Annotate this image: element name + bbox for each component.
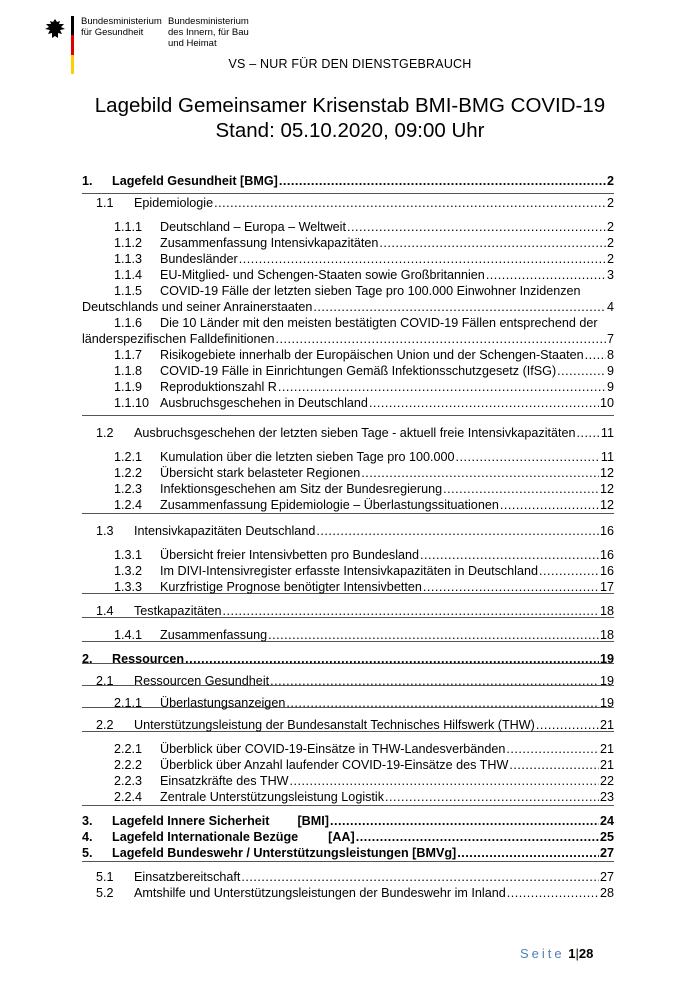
toc-entry[interactable]: [114, 267, 614, 283]
toc-entry[interactable]: [114, 347, 614, 363]
toc-leader: [539, 563, 599, 579]
toc-page: 21: [599, 718, 614, 732]
toc-page: 21: [599, 758, 614, 772]
toc-number: 4.: [82, 830, 93, 844]
toc-number: 5.2: [96, 886, 114, 900]
toc-entry[interactable]: [82, 845, 614, 861]
toc-leader: [241, 869, 599, 885]
toc-title: Bundesländer: [160, 252, 238, 266]
toc-title: Im DIVI-Intensivregister erfasste Intensivkapazitäten in Deutschland: [160, 564, 538, 578]
toc-entry[interactable]: [114, 449, 614, 465]
toc-entry[interactable]: [114, 741, 614, 757]
toc-entry[interactable]: [82, 173, 614, 189]
toc-leader: [536, 717, 599, 733]
toc-entry[interactable]: [96, 195, 614, 211]
toc-leader: [347, 219, 606, 235]
toc-page: 19: [599, 652, 614, 666]
toc-leader: [457, 845, 599, 861]
toc-title: EU-Mitglied- und Schengen-Staaten sowie Großbritannien: [160, 268, 485, 282]
toc-number: 1.4.1: [114, 628, 143, 642]
toc-entry[interactable]: [114, 757, 614, 773]
toc-title: Amtshilfe und Unterstützungsleistungen der Bundeswehr im Inland: [134, 886, 506, 900]
toc-title: Überlastungsanzeigen: [160, 696, 286, 710]
toc-leader: [313, 299, 606, 315]
toc-page: 24: [599, 814, 614, 828]
toc-number: 1.1.5: [114, 284, 143, 298]
toc-number: 1.1.6: [114, 316, 143, 330]
toc-page: 3: [606, 268, 614, 282]
toc-title: Intensivkapazitäten Deutschland: [134, 524, 316, 538]
toc-entry[interactable]: [114, 219, 614, 235]
toc-title: Zusammenfassung Epidemiologie – Überlastungssituationen: [160, 498, 499, 512]
toc-title: Zusammenfassung Intensivkapazitäten: [160, 236, 379, 250]
toc-entry[interactable]: [114, 695, 614, 711]
toc-leader: [356, 829, 599, 845]
toc-leader: [443, 481, 599, 497]
toc-entry[interactable]: [96, 869, 614, 885]
toc-entry[interactable]: [114, 395, 614, 411]
toc-page: 8: [606, 348, 614, 362]
toc-page: 4: [606, 300, 614, 314]
toc-leader: [279, 173, 606, 189]
page-footer: [520, 946, 593, 961]
toc-page: 22: [599, 774, 614, 788]
ministry-health-name: Bundesministerium für Gesundheit: [81, 16, 162, 38]
toc-page: 21: [599, 742, 614, 756]
toc-leader: [486, 267, 606, 283]
toc-page: 10: [599, 396, 614, 410]
toc-page: 16: [599, 524, 614, 538]
toc-title-continued: Deutschlands und seiner Anrainerstaaten: [82, 300, 313, 314]
toc-leader: [456, 449, 600, 465]
toc-number: 1.1.4: [114, 268, 143, 282]
toc-entry[interactable]: [114, 773, 614, 789]
toc-number: 2.1.1: [114, 696, 143, 710]
toc-leader: [500, 497, 599, 513]
toc-entry[interactable]: [114, 627, 614, 643]
toc-number: 1.1: [96, 196, 114, 210]
toc-page: 2: [606, 174, 614, 188]
toc-tag: [AA]: [328, 830, 355, 844]
toc-number: 2.1: [96, 674, 114, 688]
toc-number: 1.3: [96, 524, 114, 538]
toc-page: 12: [599, 466, 614, 480]
toc-title: Unterstützungsleistung der Bundesanstalt Technisches Hilfswerk (THW): [134, 718, 535, 732]
toc-number: 2.: [82, 652, 93, 666]
toc-page: 23: [599, 790, 614, 804]
toc-number: 1.2: [96, 426, 114, 440]
toc-title: COVID-19 Fälle in Einrichtungen Gemäß Infektionsschutzgesetz (IfSG): [160, 364, 557, 378]
toc-leader: [385, 789, 599, 805]
toc-page: 25: [599, 830, 614, 844]
toc-entry[interactable]: [82, 651, 614, 667]
toc-number: 1.2.3: [114, 482, 143, 496]
toc-title: Ressourcen: [112, 652, 185, 666]
toc-entry[interactable]: [114, 547, 614, 563]
toc-leader: [423, 579, 599, 595]
toc-page: 16: [599, 564, 614, 578]
toc-title: Kurzfristige Prognose benötigter Intensivbetten: [160, 580, 422, 594]
toc-leader: [239, 251, 606, 267]
toc-page: 27: [599, 870, 614, 884]
toc-page: 28: [599, 886, 614, 900]
toc-page: 2: [606, 236, 614, 250]
toc-entry[interactable]: [96, 425, 614, 441]
toc-leader: [509, 757, 599, 773]
toc-entry[interactable]: [114, 497, 614, 513]
toc-title: Einsatzkräfte des THW: [160, 774, 289, 788]
toc-number: 1.1.2: [114, 236, 143, 250]
toc-entry[interactable]: [114, 579, 614, 595]
toc-title: Ressourcen Gesundheit: [134, 674, 270, 688]
toc-number: 2.2: [96, 718, 114, 732]
toc-number: 1.2.1: [114, 450, 143, 464]
toc-number: 1.1.8: [114, 364, 143, 378]
toc-entry[interactable]: [114, 363, 614, 379]
toc-entry[interactable]: [114, 379, 614, 395]
toc-number: 1.3.3: [114, 580, 143, 594]
toc-leader: [214, 195, 606, 211]
toc-number: 1.1.3: [114, 252, 143, 266]
federal-eagle-icon: [44, 18, 66, 40]
toc-title: Lagefeld Bundeswehr / Unterstützungsleistungen [BMVg]: [112, 846, 457, 860]
toc-title: Ausbruchsgeschehen der letzten sieben Tage - aktuell freie Intensivkapazitäten: [134, 426, 576, 440]
toc-number: 2.2.3: [114, 774, 143, 788]
toc-divider: [82, 805, 614, 806]
toc-leader: [223, 603, 599, 619]
toc-leader: [379, 235, 606, 251]
toc-title: Überblick über COVID-19-Einsätze in THW-Landesverbänden: [160, 742, 506, 756]
toc-leader: [185, 651, 599, 667]
toc-title: Lagefeld Gesundheit [BMG]: [112, 174, 278, 188]
toc-title: Reproduktionszahl R: [160, 380, 277, 394]
toc-leader: [507, 885, 599, 901]
toc-entry[interactable]: [114, 563, 614, 579]
toc-divider: [82, 513, 614, 514]
toc-title: Zentrale Unterstützungsleistung Logistik: [160, 790, 385, 804]
title-line-2: Stand: 05.10.2020, 09:00 Uhr: [215, 119, 485, 142]
classification-label: VS – NUR FÜR DEN DIENSTGEBRAUCH: [228, 57, 472, 71]
toc-number: 1.1.7: [114, 348, 143, 362]
toc-page: 19: [599, 674, 614, 688]
toc-page: 17: [599, 580, 614, 594]
toc-page: 2: [606, 196, 614, 210]
toc-entry[interactable]: [82, 829, 614, 845]
toc-divider: [82, 861, 614, 862]
toc-entry[interactable]: [114, 789, 614, 805]
toc-entry[interactable]: [114, 481, 614, 497]
toc-leader: [276, 331, 606, 347]
toc-entry[interactable]: [82, 813, 614, 829]
toc-entry[interactable]: [96, 885, 614, 901]
toc-number: 2.2.1: [114, 742, 143, 756]
toc-title: COVID-19 Fälle der letzten sieben Tage pro 100.000 Einwohner Inzidenzen: [160, 284, 581, 298]
toc-number: 1.1.10: [114, 396, 150, 410]
toc-page: 18: [599, 628, 614, 642]
toc-leader: [268, 627, 599, 643]
toc-entry[interactable]: [96, 603, 614, 619]
toc-number: 1.1.9: [114, 380, 143, 394]
toc-leader: [557, 363, 606, 379]
toc-number: 1.3.1: [114, 548, 143, 562]
toc-title: Zusammenfassung: [160, 628, 268, 642]
toc-page: 27: [599, 846, 614, 860]
toc-entry[interactable]: [114, 251, 614, 267]
toc-leader: [506, 741, 599, 757]
toc-leader: [369, 395, 599, 411]
toc-tag: [BMI]: [297, 814, 329, 828]
toc-title: Kumulation über die letzten sieben Tage pro 100.000: [160, 450, 455, 464]
toc-number: 1.3.2: [114, 564, 143, 578]
page-total: 28: [578, 946, 594, 961]
toc-page: 19: [599, 696, 614, 710]
toc-page: 11: [600, 450, 614, 464]
toc-leader: [577, 425, 600, 441]
toc-page: 16: [599, 548, 614, 562]
toc-entry[interactable]: [114, 235, 614, 251]
toc-title: Lagefeld Innere Sicherheit: [112, 814, 270, 828]
toc-title: Ausbruchsgeschehen in Deutschland: [160, 396, 368, 410]
toc-number: 2.2.4: [114, 790, 143, 804]
toc-leader: [270, 673, 599, 689]
toc-page: 12: [599, 482, 614, 496]
page-number: 1: [568, 946, 576, 961]
toc-leader: [420, 547, 599, 563]
ministry-interior-name: Bundesministerium des Innern, für Bau und Heimat: [168, 16, 249, 49]
toc-leader: [585, 347, 606, 363]
document-title: [0, 93, 700, 143]
toc-divider: [82, 415, 614, 416]
toc-title: Überblick über Anzahl laufender COVID-19-Einsätze des THW: [160, 758, 509, 772]
toc-page: 2: [606, 252, 614, 266]
toc-leader: [290, 773, 599, 789]
toc-leader: [330, 813, 599, 829]
toc-number: 1.2.2: [114, 466, 143, 480]
toc-page: 7: [606, 332, 614, 346]
toc-title: Risikogebiete innerhalb der Europäischen Union und der Schengen-Staaten: [160, 348, 584, 362]
page-label: Seite: [520, 946, 565, 961]
toc-number: 3.: [82, 814, 93, 828]
toc-page: 11: [600, 426, 614, 440]
toc-entry[interactable]: [114, 465, 614, 481]
toc-number: 1.: [82, 174, 93, 188]
toc-divider: [82, 193, 614, 194]
toc-leader: [278, 379, 606, 395]
toc-page: 9: [606, 364, 614, 378]
toc-number: 5.: [82, 846, 93, 860]
toc-title: Lagefeld Internationale Bezüge: [112, 830, 299, 844]
toc-leader: [286, 695, 599, 711]
toc-number: 5.1: [96, 870, 114, 884]
toc-title: Infektionsgeschehen am Sitz der Bundesregierung: [160, 482, 443, 496]
toc-entry[interactable]: [82, 315, 614, 347]
title-line-1: Lagebild Gemeinsamer Krisenstab BMI-BMG COVID-19: [94, 94, 606, 117]
toc-title: Übersicht freier Intensivbetten pro Bundesland: [160, 548, 420, 562]
toc-title: Die 10 Länder mit den meisten bestätigten COVID-19 Fällen entsprechend der: [160, 316, 598, 330]
toc-title: Testkapazitäten: [134, 604, 222, 618]
toc-leader: [361, 465, 599, 481]
toc-number: 1.4: [96, 604, 114, 618]
toc-leader: [316, 523, 599, 539]
page-separator: |: [575, 946, 579, 961]
toc-page: 18: [599, 604, 614, 618]
toc-title-continued: länderspezifischen Falldefinitionen: [82, 332, 275, 346]
toc-title: Epidemiologie: [134, 196, 214, 210]
toc-title: Übersicht stark belasteter Regionen: [160, 466, 361, 480]
toc-number: 2.2.2: [114, 758, 143, 772]
toc-entry[interactable]: [96, 523, 614, 539]
toc-title: Deutschland – Europa – Weltweit: [160, 220, 346, 234]
toc-page: 12: [599, 498, 614, 512]
toc-number: 1.2.4: [114, 498, 143, 512]
toc-entry[interactable]: [96, 717, 614, 733]
toc-title: Einsatzbereitschaft: [134, 870, 241, 884]
toc-number: 1.1.1: [114, 220, 143, 234]
toc-page: 2: [606, 220, 614, 234]
toc-entry[interactable]: [82, 283, 614, 315]
toc-page: 9: [606, 380, 614, 394]
toc-entry[interactable]: [96, 673, 614, 689]
